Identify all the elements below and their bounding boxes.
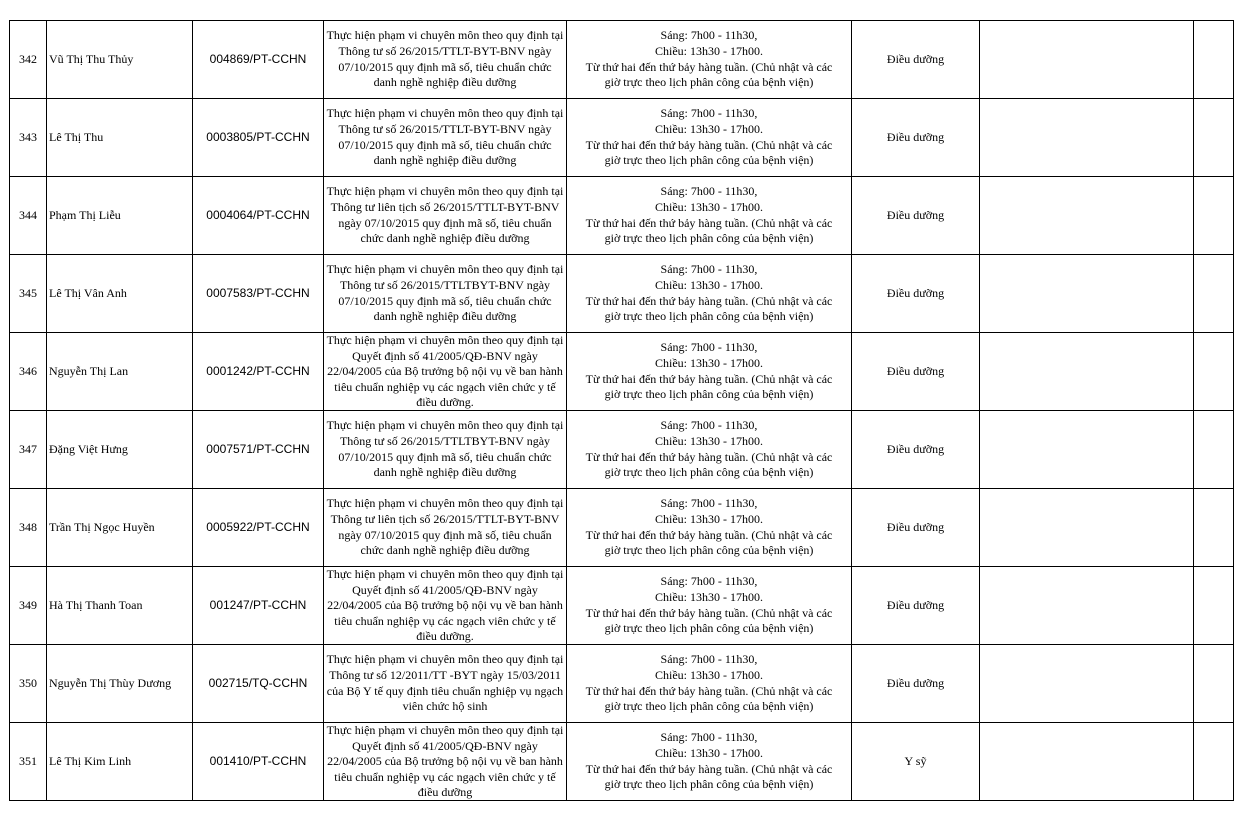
table-row bbox=[10, 411, 1234, 489]
staff-name: Trần Thị Ngọc Huyền bbox=[47, 489, 193, 567]
hours-duty-note: giờ trực theo lịch phân công của bệnh viện) bbox=[604, 153, 814, 168]
row-number: 343 bbox=[10, 99, 47, 177]
table-row bbox=[10, 177, 1234, 255]
table-row bbox=[10, 567, 1234, 645]
working-hours bbox=[567, 177, 852, 255]
hours-weekdays: Từ thứ hai đến thứ bảy hàng tuần. (Chủ nhật và các bbox=[585, 371, 833, 386]
certificate-number: 001410/PT-CCHN bbox=[193, 723, 324, 801]
hours-morning: Sáng: 7h00 - 11h30, bbox=[660, 496, 758, 511]
empty-cell bbox=[1194, 489, 1234, 567]
empty-cell bbox=[1194, 645, 1234, 723]
certificate-number: 0003805/PT-CCHN bbox=[193, 99, 324, 177]
hours-afternoon: Chiều: 13h30 - 17h00. bbox=[655, 355, 763, 370]
staff-name: Lê Thị Thu bbox=[47, 99, 193, 177]
hours-afternoon: Chiều: 13h30 - 17h00. bbox=[655, 511, 763, 526]
scope-of-practice bbox=[324, 723, 567, 801]
empty-cell bbox=[980, 333, 1194, 411]
scope-of-practice bbox=[324, 255, 567, 333]
hours-weekdays: Từ thứ hai đến thứ bảy hàng tuần. (Chủ nhật và các bbox=[585, 605, 833, 620]
row-number: 350 bbox=[10, 645, 47, 723]
hours-duty-note: giờ trực theo lịch phân công của bệnh viện) bbox=[604, 777, 814, 792]
job-title: Điều dưỡng bbox=[852, 333, 980, 411]
job-title: Điều dưỡng bbox=[852, 255, 980, 333]
row-number: 345 bbox=[10, 255, 47, 333]
empty-cell bbox=[1194, 99, 1234, 177]
scope-text: Thực hiện phạm vi chuyên môn theo quy định tại Quyết định số 41/2005/QĐ-BNV ngày 22/04/2005 của Bộ trưởng bộ nội vụ về ban hành tiêu chuẩn nghiệp vụ các ngạch viên chức y tế điều dưỡng bbox=[326, 723, 564, 800]
hours-morning: Sáng: 7h00 - 11h30, bbox=[660, 574, 758, 589]
hours-morning: Sáng: 7h00 - 11h30, bbox=[660, 262, 758, 277]
table-row bbox=[10, 489, 1234, 567]
empty-cell bbox=[980, 21, 1194, 99]
table-row bbox=[10, 21, 1234, 99]
scope-text: Thực hiện phạm vi chuyên môn theo quy định tại Quyết định số 41/2005/QĐ-BNV ngày 22/04/2005 của Bộ trưởng bộ nội vụ về ban hành tiêu chuẩn nghiệp vụ các ngạch viên chức y tế điều dưỡng. bbox=[326, 567, 564, 644]
staff-name: Phạm Thị Liễu bbox=[47, 177, 193, 255]
job-title: Điều dưỡng bbox=[852, 21, 980, 99]
empty-cell bbox=[980, 411, 1194, 489]
scope-text: Thực hiện phạm vi chuyên môn theo quy định tại Thông tư liên tịch số 26/2015/TTLT-BYT-BNV ngày 07/10/2015 quy định mã số, tiêu chuẩn chức danh nghề nghiệp điều dưỡng bbox=[326, 184, 564, 246]
hours-duty-note: giờ trực theo lịch phân công của bệnh viện) bbox=[604, 621, 814, 636]
table-row bbox=[10, 333, 1234, 411]
hours-weekdays: Từ thứ hai đến thứ bảy hàng tuần. (Chủ nhật và các bbox=[585, 527, 833, 542]
hours-duty-note: giờ trực theo lịch phân công của bệnh viện) bbox=[604, 309, 814, 324]
hours-morning: Sáng: 7h00 - 11h30, bbox=[660, 730, 758, 745]
hours-duty-note: giờ trực theo lịch phân công của bệnh viện) bbox=[604, 699, 814, 714]
hours-afternoon: Chiều: 13h30 - 17h00. bbox=[655, 589, 763, 604]
table-row bbox=[10, 255, 1234, 333]
scope-of-practice bbox=[324, 411, 567, 489]
working-hours bbox=[567, 411, 852, 489]
staff-name: Nguyễn Thị Thùy Dương bbox=[47, 645, 193, 723]
staff-name: Lê Thị Vân Anh bbox=[47, 255, 193, 333]
empty-cell bbox=[980, 177, 1194, 255]
staff-table-body bbox=[10, 21, 1234, 801]
hours-weekdays: Từ thứ hai đến thứ bảy hàng tuần. (Chủ nhật và các bbox=[585, 137, 833, 152]
hours-morning: Sáng: 7h00 - 11h30, bbox=[660, 184, 758, 199]
table-row bbox=[10, 99, 1234, 177]
hours-afternoon: Chiều: 13h30 - 17h00. bbox=[655, 433, 763, 448]
row-number: 348 bbox=[10, 489, 47, 567]
empty-cell bbox=[1194, 333, 1234, 411]
hours-weekdays: Từ thứ hai đến thứ bảy hàng tuần. (Chủ nhật và các bbox=[585, 215, 833, 230]
job-title: Điều dưỡng bbox=[852, 99, 980, 177]
certificate-number: 0005922/PT-CCHN bbox=[193, 489, 324, 567]
scope-text: Thực hiện phạm vi chuyên môn theo quy định tại Thông tư số 26/2015/TTLTBYT-BNV ngày 07/10/2015 quy định mã số, tiêu chuẩn chức danh nghề nghiệp điều dưỡng bbox=[326, 418, 564, 480]
scope-text: Thực hiện phạm vi chuyên môn theo quy định tại Thông tư liên tịch số 26/2015/TTLT-BYT-BNV ngày 07/10/2015 quy định mã số, tiêu chuẩn chức danh nghề nghiệp điều dưỡng bbox=[326, 496, 564, 558]
certificate-number: 0004064/PT-CCHN bbox=[193, 177, 324, 255]
scope-text: Thực hiện phạm vi chuyên môn theo quy định tại Thông tư số 12/2011/TT -BYT ngày 15/03/2011 của Bộ Y tế quy định tiêu chuẩn nghiệp vụ ngạch viên chức hộ sinh bbox=[326, 652, 564, 714]
scope-of-practice bbox=[324, 567, 567, 645]
empty-cell bbox=[980, 645, 1194, 723]
row-number: 351 bbox=[10, 723, 47, 801]
hours-afternoon: Chiều: 13h30 - 17h00. bbox=[655, 43, 763, 58]
working-hours bbox=[567, 99, 852, 177]
hours-afternoon: Chiều: 13h30 - 17h00. bbox=[655, 199, 763, 214]
staff-name: Vũ Thị Thu Thủy bbox=[47, 21, 193, 99]
row-number: 346 bbox=[10, 333, 47, 411]
empty-cell bbox=[980, 723, 1194, 801]
staff-name: Nguyễn Thị Lan bbox=[47, 333, 193, 411]
scope-of-practice bbox=[324, 99, 567, 177]
hours-morning: Sáng: 7h00 - 11h30, bbox=[660, 418, 758, 433]
certificate-number: 0007583/PT-CCHN bbox=[193, 255, 324, 333]
working-hours bbox=[567, 21, 852, 99]
working-hours bbox=[567, 255, 852, 333]
hours-morning: Sáng: 7h00 - 11h30, bbox=[660, 28, 758, 43]
hours-afternoon: Chiều: 13h30 - 17h00. bbox=[655, 121, 763, 136]
empty-cell bbox=[980, 255, 1194, 333]
scope-of-practice bbox=[324, 645, 567, 723]
hours-weekdays: Từ thứ hai đến thứ bảy hàng tuần. (Chủ nhật và các bbox=[585, 59, 833, 74]
certificate-number: 0007571/PT-CCHN bbox=[193, 411, 324, 489]
row-number: 342 bbox=[10, 21, 47, 99]
hours-duty-note: giờ trực theo lịch phân công của bệnh viện) bbox=[604, 231, 814, 246]
job-title: Điều dưỡng bbox=[852, 177, 980, 255]
scope-text: Thực hiện phạm vi chuyên môn theo quy định tại Thông tư số 26/2015/TTLT-BYT-BNV ngày 07/10/2015 quy định mã số, tiêu chuẩn chức danh nghề nghiệp điều dưỡng bbox=[326, 106, 564, 168]
empty-cell bbox=[980, 489, 1194, 567]
empty-cell bbox=[1194, 255, 1234, 333]
scope-of-practice bbox=[324, 489, 567, 567]
empty-cell bbox=[1194, 21, 1234, 99]
hours-afternoon: Chiều: 13h30 - 17h00. bbox=[655, 277, 763, 292]
working-hours bbox=[567, 723, 852, 801]
empty-cell bbox=[1194, 567, 1234, 645]
hours-weekdays: Từ thứ hai đến thứ bảy hàng tuần. (Chủ nhật và các bbox=[585, 761, 833, 776]
certificate-number: 0001242/PT-CCHN bbox=[193, 333, 324, 411]
hours-duty-note: giờ trực theo lịch phân công của bệnh viện) bbox=[604, 543, 814, 558]
hours-weekdays: Từ thứ hai đến thứ bảy hàng tuần. (Chủ nhật và các bbox=[585, 449, 833, 464]
scope-text: Thực hiện phạm vi chuyên môn theo quy định tại Thông tư số 26/2015/TTLTBYT-BNV ngày 07/10/2015 quy định mã số, tiêu chuẩn chức danh nghề nghiệp điều dưỡng bbox=[326, 262, 564, 324]
hours-morning: Sáng: 7h00 - 11h30, bbox=[660, 340, 758, 355]
scope-of-practice bbox=[324, 177, 567, 255]
empty-cell bbox=[1194, 723, 1234, 801]
staff-table bbox=[9, 20, 1234, 801]
working-hours bbox=[567, 645, 852, 723]
staff-name: Đặng Việt Hưng bbox=[47, 411, 193, 489]
hours-duty-note: giờ trực theo lịch phân công của bệnh viện) bbox=[604, 75, 814, 90]
working-hours bbox=[567, 489, 852, 567]
hours-weekdays: Từ thứ hai đến thứ bảy hàng tuần. (Chủ nhật và các bbox=[585, 293, 833, 308]
certificate-number: 004869/PT-CCHN bbox=[193, 21, 324, 99]
hours-afternoon: Chiều: 13h30 - 17h00. bbox=[655, 667, 763, 682]
empty-cell bbox=[1194, 411, 1234, 489]
hours-duty-note: giờ trực theo lịch phân công của bệnh viện) bbox=[604, 387, 814, 402]
hours-afternoon: Chiều: 13h30 - 17h00. bbox=[655, 745, 763, 760]
job-title: Điều dưỡng bbox=[852, 645, 980, 723]
job-title: Y sỹ bbox=[852, 723, 980, 801]
row-number: 349 bbox=[10, 567, 47, 645]
scope-text: Thực hiện phạm vi chuyên môn theo quy định tại Thông tư số 26/2015/TTLT-BYT-BNV ngày 07/10/2015 quy định mã số, tiêu chuẩn chức danh nghề nghiệp điều dưỡng bbox=[326, 28, 564, 90]
empty-cell bbox=[1194, 177, 1234, 255]
table-row bbox=[10, 645, 1234, 723]
row-number: 347 bbox=[10, 411, 47, 489]
scope-of-practice bbox=[324, 333, 567, 411]
row-number: 344 bbox=[10, 177, 47, 255]
certificate-number: 002715/TQ-CCHN bbox=[193, 645, 324, 723]
working-hours bbox=[567, 567, 852, 645]
staff-name: Lê Thị Kim Linh bbox=[47, 723, 193, 801]
scope-of-practice bbox=[324, 21, 567, 99]
certificate-number: 001247/PT-CCHN bbox=[193, 567, 324, 645]
working-hours bbox=[567, 333, 852, 411]
hours-duty-note: giờ trực theo lịch phân công của bệnh viện) bbox=[604, 465, 814, 480]
staff-name: Hà Thị Thanh Toan bbox=[47, 567, 193, 645]
scope-text: Thực hiện phạm vi chuyên môn theo quy định tại Quyết định số 41/2005/QĐ-BNV ngày 22/04/2005 của Bộ trưởng bộ nội vụ về ban hành tiêu chuẩn nghiệp vụ các ngạch viên chức y tế điều dưỡng. bbox=[326, 333, 564, 410]
job-title: Điều dưỡng bbox=[852, 411, 980, 489]
table-row bbox=[10, 723, 1234, 801]
hours-weekdays: Từ thứ hai đến thứ bảy hàng tuần. (Chủ nhật và các bbox=[585, 683, 833, 698]
empty-cell bbox=[980, 567, 1194, 645]
job-title: Điều dưỡng bbox=[852, 489, 980, 567]
hours-morning: Sáng: 7h00 - 11h30, bbox=[660, 106, 758, 121]
hours-morning: Sáng: 7h00 - 11h30, bbox=[660, 652, 758, 667]
empty-cell bbox=[980, 99, 1194, 177]
job-title: Điều dưỡng bbox=[852, 567, 980, 645]
